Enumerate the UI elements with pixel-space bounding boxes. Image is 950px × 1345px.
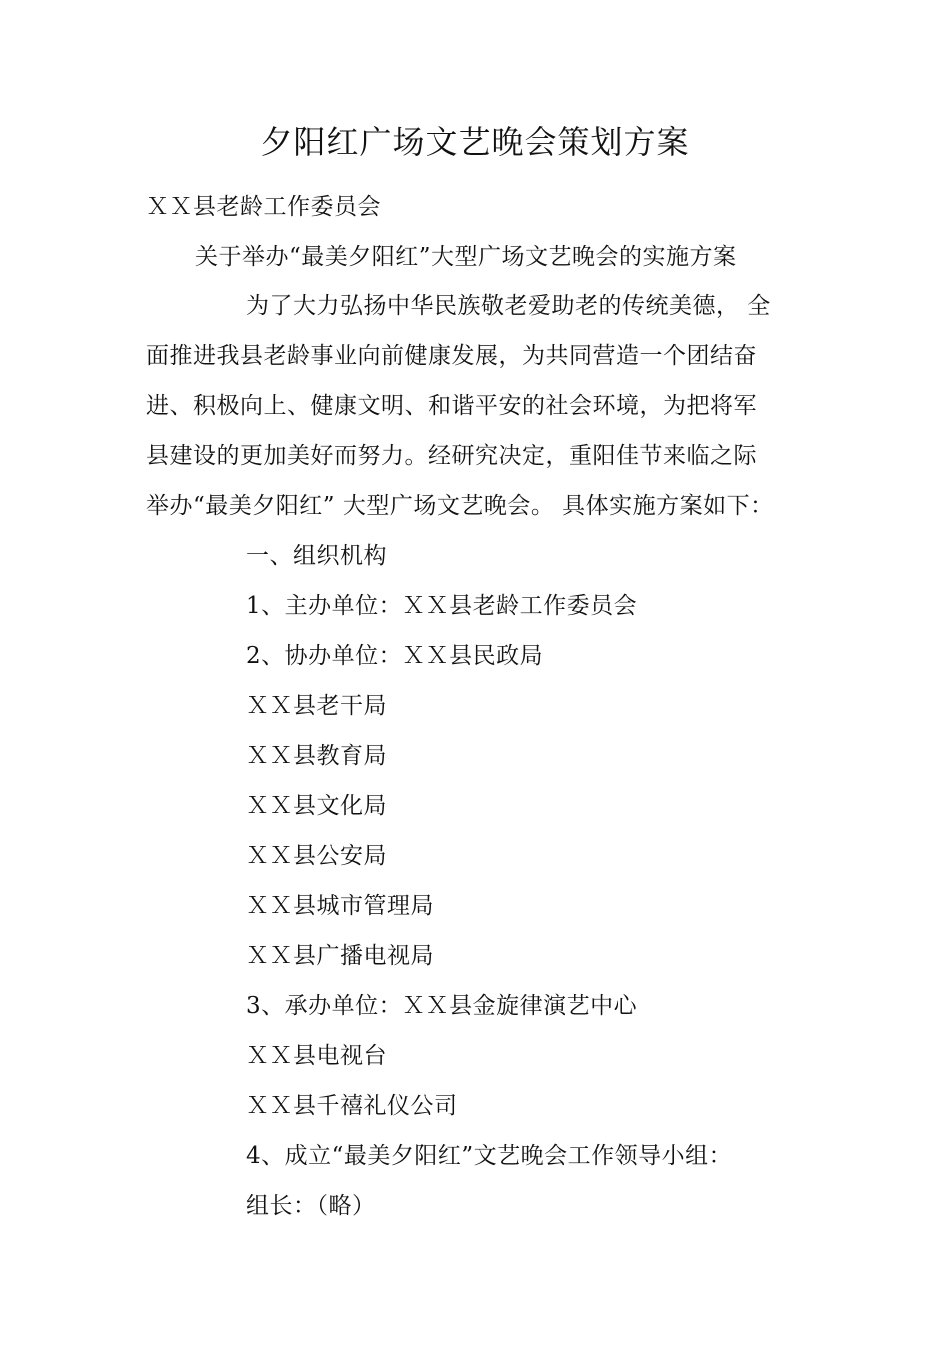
co-host-item: ＸＸ县城市管理局 <box>246 893 434 919</box>
group-leader-line: 组长：（略） <box>246 1193 376 1219</box>
subtitle-line: 关于举办“最美夕阳红”大型广场文艺晚会的实施方案 <box>195 244 737 270</box>
co-host-item: ＸＸ县教育局 <box>246 743 387 769</box>
issuer-line: ＸＸ县老龄工作委员会 <box>146 194 381 220</box>
co-host-item: ＸＸ县广播电视局 <box>246 943 434 969</box>
co-host-unit-line: 2、协办单位：ＸＸ县民政局 <box>246 643 544 669</box>
intro-line: 进、积极向上、健康文明、和谐平安的社会环境，为把将军 <box>146 393 757 419</box>
intro-line: 县建设的更加美好而努力。经研究决定，重阳佳节来临之际 <box>146 443 757 469</box>
organizer-item: ＸＸ县千禧礼仪公司 <box>246 1093 458 1119</box>
host-unit-line: 1、主办单位：ＸＸ县老龄工作委员会 <box>246 593 638 619</box>
document-title: 夕阳红广场文艺晚会策划方案 <box>260 123 690 161</box>
section-heading: 一、组织机构 <box>246 543 387 569</box>
organizer-item: ＸＸ县电视台 <box>246 1043 387 1069</box>
intro-line: 举办“最美夕阳红” 大型广场文艺晚会。 具体实施方案如下： <box>146 493 774 519</box>
leading-group-line: 4、成立“最美夕阳红”文艺晚会工作领导小组： <box>246 1143 733 1169</box>
co-host-item: ＸＸ县文化局 <box>246 793 387 819</box>
organizer-unit-line: 3、承办单位：ＸＸ县金旋律演艺中心 <box>246 993 638 1019</box>
intro-line: 为了大力弘扬中华民族敬老爱助老的传统美德， 全 <box>246 293 771 319</box>
co-host-item: ＸＸ县老干局 <box>246 693 387 719</box>
intro-line: 面推进我县老龄事业向前健康发展，为共同营造一个团结奋 <box>146 343 757 369</box>
co-host-item: ＸＸ县公安局 <box>246 843 387 869</box>
